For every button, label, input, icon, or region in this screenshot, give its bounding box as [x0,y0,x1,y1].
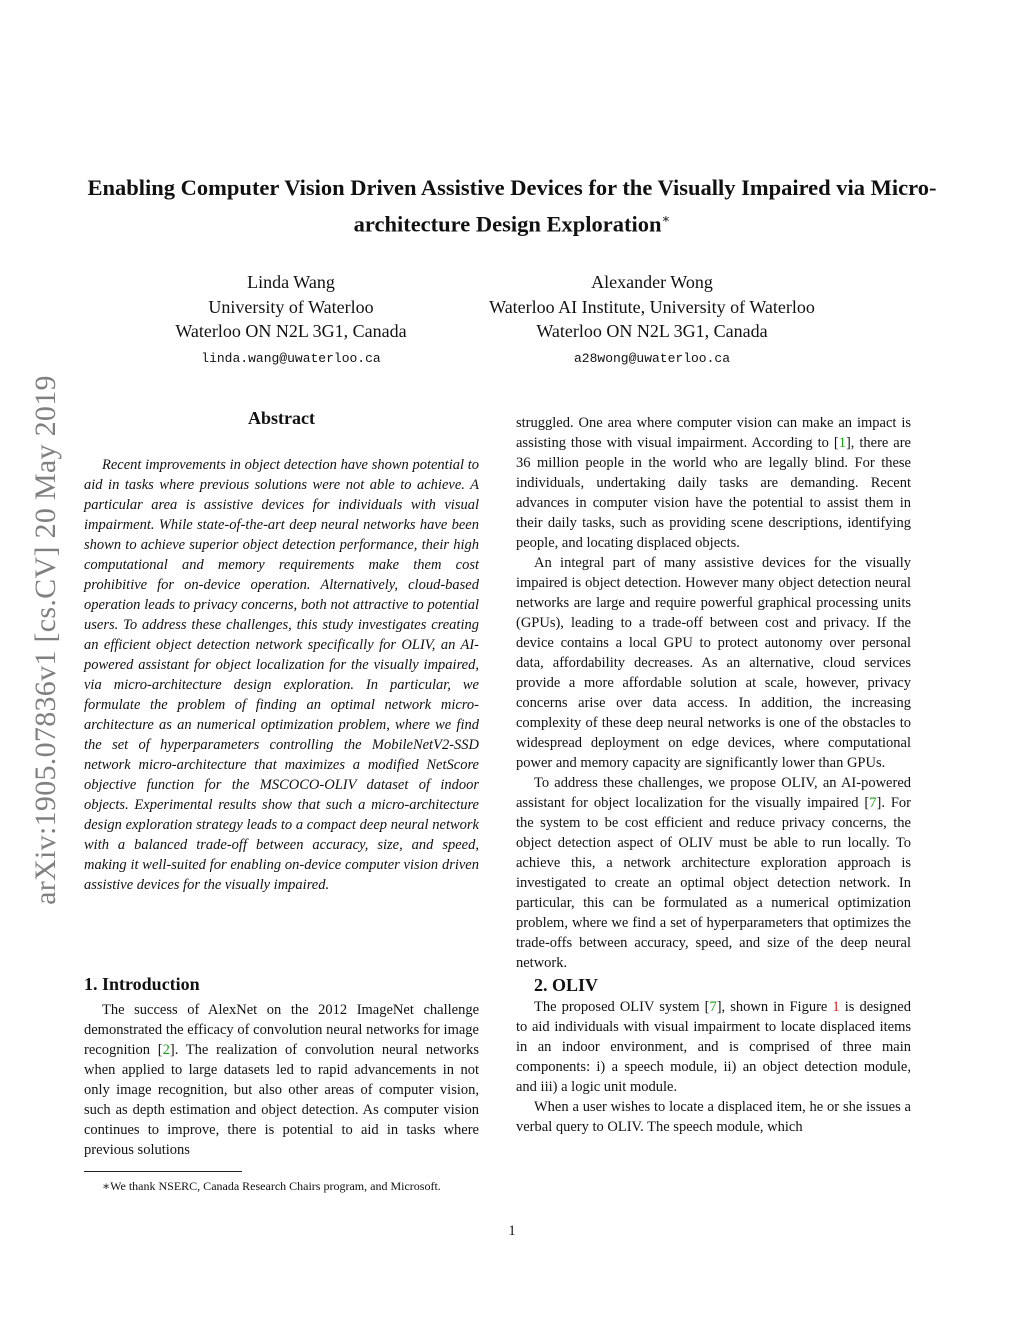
citation-link[interactable]: 1 [838,435,846,451]
introduction-heading: 1. Introduction [84,974,200,994]
text-run: The proposed OLIV system [ [534,999,710,1015]
text-run: struggled. One area where computer vision can make an impact is assisting those with visual impairment. According to [ [516,415,911,451]
author-block-2 [462,270,842,369]
right-paragraph-continued [516,413,911,553]
title-footnote-mark: ∗ [661,211,671,226]
arxiv-identifier-text: arXiv:1905.07836v1 [cs.CV] 20 May 2019 [29,375,62,905]
right-column [516,413,911,1137]
citation-link[interactable]: 2 [162,1042,170,1058]
paper-title [60,172,964,240]
abstract-heading: Abstract [248,408,315,428]
intro-paragraph-1 [84,1000,479,1160]
figure-reference-link[interactable]: 1 [832,999,840,1015]
author-block-1 [141,270,441,369]
arxiv-identifier [26,340,66,940]
text-run: The success of AlexNet on the 2012 ImageNet challenge demonstrated the efficacy of convolution neural networks for image recognition [ [84,1002,479,1058]
author-address: Waterloo ON N2L 3G1, Canada [175,321,407,341]
text-run: ], shown in Figure [716,999,833,1015]
text-run: To address these challenges, we propose OLIV, an AI-powered assistant for object localization for the visually impaired [ [516,775,911,811]
page-number: 1 [508,1223,516,1239]
footnote-rule [84,1171,242,1172]
footnote: ∗We thank NSERC, Canada Research Chairs program, and Microsoft. [102,1179,441,1193]
author-address: Waterloo ON N2L 3G1, Canada [536,321,768,341]
text-run: ], there are 36 million people in the world who are legally blind. For these individuals, undertaking daily tasks are demanding. Recent advances in computer vision have the potential to assist them in their daily tasks, such as providing scene descriptions, identifying people, and locating displaced objects. [516,435,911,551]
text-run: ]. The realization of convolution neural networks when applied to large datasets led to rapid advancements in not only image recognition, but also other areas of computer vision, such as depth estimation and object detection. As computer vision continues to improve, there is potential to aid in tasks where previous solutions [84,1042,479,1158]
text-run: is designed to aid individuals with visual impairment to locate displaced items in an indoor environment, and is comprised of three main components: i) a speech module, ii) an object detection module, and iii) a logic unit module. [516,999,911,1095]
right-paragraph-2 [516,773,911,973]
right-paragraph-1: An integral part of many assistive devices for the visually impaired is object detection. However many object detection neural networks are large and require powerful graphical processing units (GPUs), leading to a trade-off between cost and privacy. If the device contains a local GPU to protect autonomy over personal data, affordability decreases. As an alternative, cloud services provide a more affordable solution at scale, however, privacy concerns arise over data access. In addition, the increasing complexity of these deep neural networks is one of the obstacles to widespread deployment on edge devices, where computational power and memory capacity are significantly lower than GPUs. [516,555,911,771]
author-email[interactable]: linda.wang@uwaterloo.ca [201,350,381,366]
author-name: Linda Wang [247,272,335,292]
text-run: ]. For the system to be cost efficient and reduce privacy concerns, the object detection aspect of OLIV must be able to run locally. To achieve this, a network architecture exploration approach is investigated to create an optimal object detection network. In particular, this can be formulated as a numerical optimization problem, where we find a set of hyperparameters that optimizes the trade-offs between accuracy, speed, and size of the deep neural network. [516,795,911,971]
citation-link[interactable]: 7 [709,999,717,1015]
olive-paragraph-2: When a user wishes to locate a displaced item, he or she issues a verbal query to OLIV. The speech module, which [516,1099,911,1135]
author-affiliation: University of Waterloo [208,296,374,317]
abstract-paragraph: Recent improvements in object detection have shown potential to aid in tasks where previous solutions were not able to achieve. A particular area is assistive devices for individuals with visual impairment. While state-of-the-art deep neural networks have been shown to achieve superior object detection performance, their high computational and memory requirements make them cost prohibitive for on-device operation. Alternatively, cloud-based operation leads to privacy concerns, both not attractive to potential users. To address these challenges, this study investigates creating an efficient object detection network specifically for OLIV, an AI-powered assistant for object localization for the visually impaired, via micro-architecture design exploration. In particular, we formulate the problem of finding an optimal network micro-architecture as an numerical optimization problem, where we find the set of hyperparameters controlling the MobileNetV2-SSD network micro-architecture that maximizes a modified NetScore objective function for the MSCOCO-OLIV dataset of indoor objects. Experimental results show that such a micro-architecture design exploration strategy leads to a compact deep neural network with a balanced trade-off between accuracy, size, and speed, making it well-suited for enabling on-device computer vision driven assistive devices for the visually impaired. [84,457,479,893]
author-affiliation: Waterloo AI Institute, University of Waterloo [489,296,815,317]
abstract-body [84,455,479,895]
olive-heading: 2. OLIV [534,975,599,995]
introduction-body [84,1000,479,1160]
olive-paragraph-1 [516,997,911,1097]
author-email[interactable]: a28wong@uwaterloo.ca [573,350,731,366]
author-name: Alexander Wong [591,272,713,292]
paper-title-text: Enabling Computer Vision Driven Assistive Devices for the Visually Impaired via Micro-architecture Design Exploration [87,175,937,237]
citation-link[interactable]: 7 [869,795,877,811]
